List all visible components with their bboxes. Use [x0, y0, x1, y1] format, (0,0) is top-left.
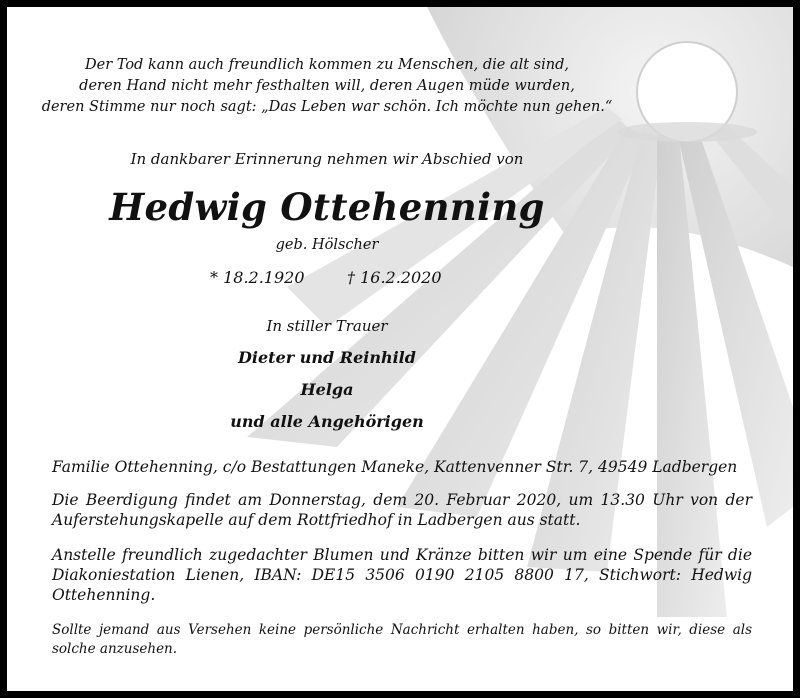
poem-line: deren Stimme nur noch sagt: „Das Leben war schön. Ich möchte nun gehen.“ [41, 99, 613, 115]
deceased-name: Hedwig Ottehenning [109, 185, 545, 229]
mourner: Dieter und Reinhild [238, 348, 416, 367]
donation-info: Anstelle freundlich zugedachter Blumen und Kränze bitten wir um eine Spende für die Diakoniestation Lienen, IBAN: DE15 3506 0190 2105 8800 17, Stichwort: Hedwig Ottehenning. [52, 546, 752, 604]
sun-cloud [617, 122, 757, 142]
maiden-name: geb. Hölscher [275, 237, 379, 253]
mourner: und alle Angehörigen [230, 412, 424, 431]
mourning-label: In stiller Trauer [266, 317, 388, 335]
funeral-info: Die Beerdigung findet am Donnerstag, dem 20. Februar 2020, um 13.30 Uhr von der Auferstehungskapelle auf dem Rottfriedhof in Ladbergen aus statt. [52, 491, 752, 529]
birth-date: * 18.2.1920 [210, 268, 305, 287]
poem [7, 55, 647, 118]
contact-address: Familie Ottehenning, c/o Bestattungen Maneke, Kattenvenner Str. 7, 49549 Ladbergen [52, 458, 738, 476]
mourner: Helga [300, 380, 354, 399]
death-date: † 16.2.2020 [347, 268, 442, 287]
notice-note: Sollte jemand aus Versehen keine persönliche Nachricht erhalten haben, so bitten wir, diese als solche anzusehen. [52, 622, 752, 657]
poem-line: Der Tod kann auch freundlich kommen zu Menschen, die alt sind, [85, 57, 569, 73]
poem-line: deren Hand nicht mehr festhalten will, deren Augen müde wurden, [79, 78, 575, 94]
farewell-line: In dankbarer Erinnerung nehmen wir Abschied von [130, 150, 524, 168]
